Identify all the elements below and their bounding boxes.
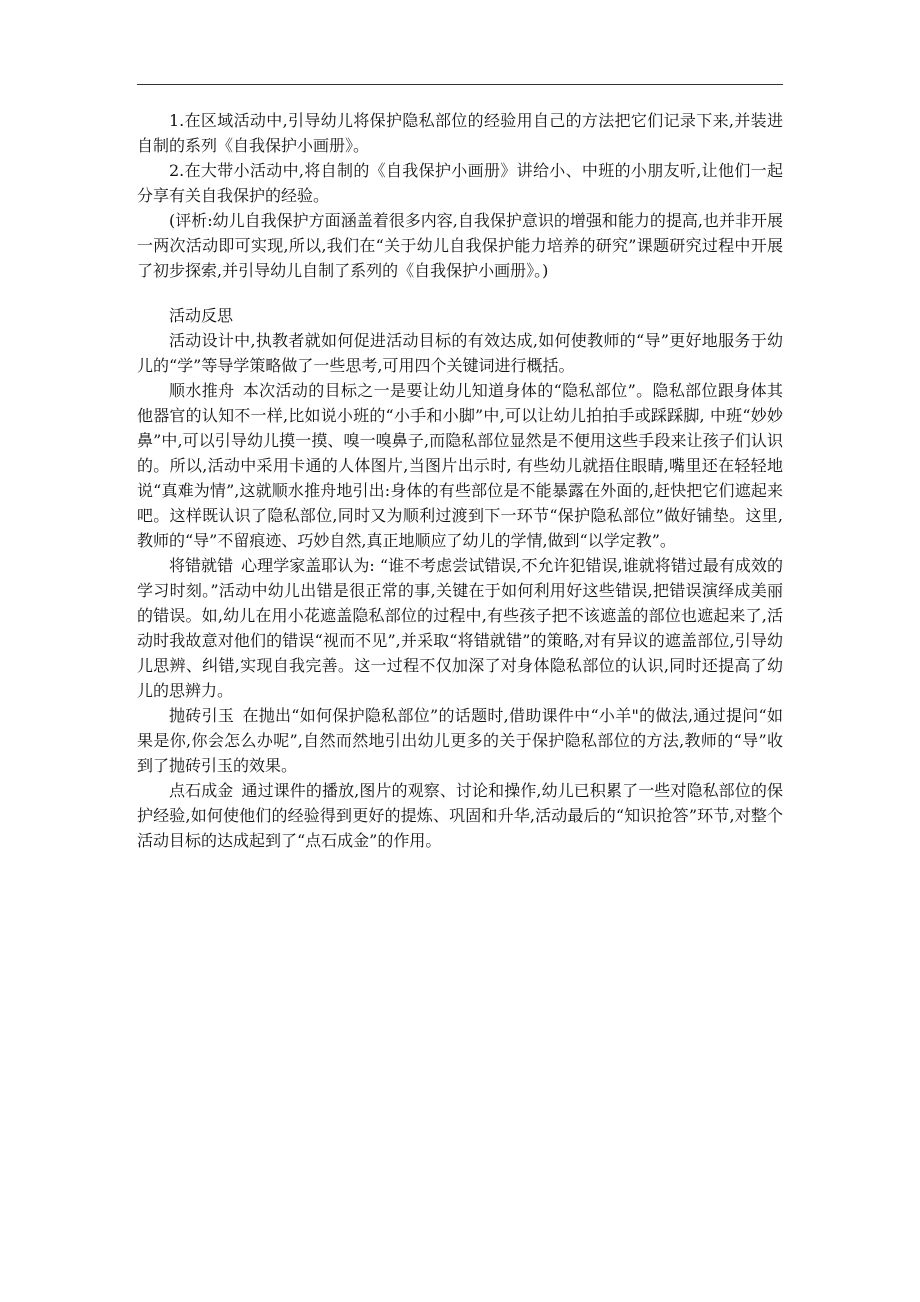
keyword-term: 抛砖引玉	[169, 706, 235, 725]
keyword-text: 心理学家盖耶认为: “谁不考虑尝试错误,不允许犯错误,谁就将错过最有成效的学习时刻。”活动中幼儿出错是很正常的事,关键在于如何利用好这些错误,把错误演绎成美丽的错误。如,幼儿在用小花遮盖隐私部位的过程中,有些孩子把不该遮盖的部位也遮起来了,活动时我故意对他们的错误“视而不见”,并采取“将错就错”的策略,对有异议的遮盖部位,引导幼儿思辨、纠错,实现自我完善。这一过程不仅加深了对身体隐私部位的认识,同时还提高了幼儿的思辨力。	[137, 556, 783, 700]
paragraph-share-activity: 2.在大带小活动中,将自制的《自我保护小画册》讲给小、中班的小朋友听,让他们一起分享有关自我保护的经验。	[137, 161, 783, 205]
paragraph-keyword-1	[137, 378, 783, 553]
keyword-text: 在抛出“如何保护隐私部位”的话题时,借助课件中“小羊"的做法,通过提问“如果是你,你会怎么办呢”,自然而然地引出幼儿更多的关于保护隐私部位的方法,教师的“导”收到了抛砖引玉的效果。	[137, 706, 783, 775]
paragraph-keyword-3	[137, 703, 783, 778]
keyword-term: 点石成金	[169, 781, 234, 800]
paragraph-commentary: (评析:幼儿自我保护方面涵盖着很多内容,自我保护意识的增强和能力的提高,也并非开展一两次活动即可实现,所以,我们在“关于幼儿自我保护能力培养的研究”课题研究过程中开展了初步探索,并引导幼儿自制了系列的《自我保护小画册》。)	[137, 211, 783, 280]
paragraph-record-activity: 1.在区域活动中,引导幼儿将保护隐私部位的经验用自己的方法把它们记录下来,并装进自制的系列《自我保护小画册》。	[137, 111, 783, 155]
keyword-term: 顺水推舟	[169, 381, 235, 400]
section-heading-reflection: 活动反思	[169, 306, 234, 325]
keyword-term: 将错就错	[169, 556, 234, 575]
header-rule	[137, 84, 783, 85]
keyword-text: 本次活动的目标之一是要让幼儿知道身体的“隐私部位”。隐私部位跟身体其他器官的认知不一样,比如说小班的“小手和小脚”中,可以让幼儿拍拍手或踩踩脚, 中班“妙妙鼻”中,可以引导幼儿摸一摸、嗅一嗅鼻子,而隐私部位显然是不便用这些手段来让孩子们认识的。所以,活动中采用卡通的人体图片,当图片出示时, 有些幼儿就捂住眼睛,嘴里还在轻轻地说“真难为情”,这就顺水推舟地引出:身体的有些部位是不能暴露在外面的,赶快把它们遮起来吧。这样既认识了隐私部位,同时又为顺利过渡到下一环节“保护隐私部位”做好铺垫。这里,教师的“导”不留痕迹、巧妙自然,真正地顺应了幼儿的学情,做到“以学定教”。	[137, 381, 783, 550]
keyword-text: 通过课件的播放,图片的观察、讨论和操作,幼儿已积累了一些对隐私部位的保护经验,如何使他们的经验得到更好的提炼、巩固和升华,活动最后的“知识抢答”环节,对整个活动目标的达成起到了“点石成金”的作用。	[137, 781, 783, 850]
paragraph-keyword-4	[137, 778, 783, 853]
paragraph-keyword-2	[137, 553, 783, 703]
document-body	[137, 108, 783, 853]
paragraph-reflection-intro: 活动设计中,执教者就如何促进活动目标的有效达成,如何使教师的“导”更好地服务于幼儿的“学”等导学策略做了一些思考,可用四个关键词进行概括。	[137, 331, 783, 375]
